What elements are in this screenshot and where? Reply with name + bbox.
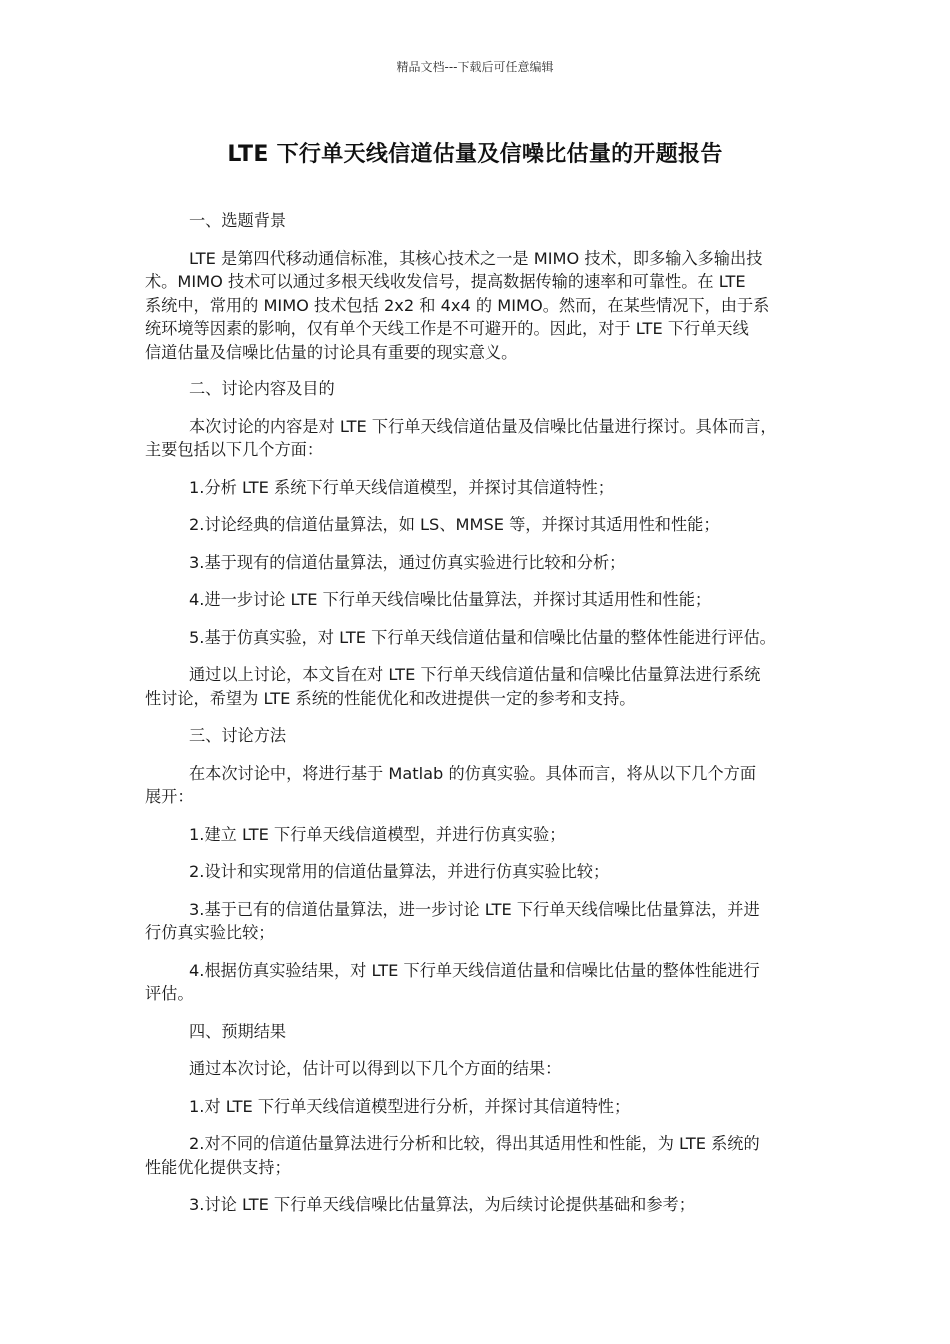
section-heading-results: 四、预期结果 [189, 1021, 287, 1041]
list-item: 1.对 LTE 下行单天线信道模型进行分析，并探讨其信道特性； [189, 1096, 631, 1116]
paragraph-method-intro: 在本次讨论中，将进行基于 Matlab 的仿真实验。具体而言，将从以下几个方面 展开： [145, 763, 757, 806]
list-item: 3.讨论 LTE 下行单天线信噪比估量算法，为后续讨论提供基础和参考； [189, 1195, 695, 1214]
paragraph-results-intro: 通过本次讨论，估计可以得到以下几个方面的结果： [189, 1059, 562, 1078]
section-heading-method: 三、讨论方法 [189, 726, 287, 745]
paragraph-content-intro: 本次讨论的内容是对 LTE 下行单天线信道估量及信噪比估量进行探讨。具体而言， 主要包括以下几个方面： [145, 416, 777, 459]
paragraph-content-summary: 通过以上讨论，本文旨在对 LTE 下行单天线信道估量和信噪比估量算法进行系统 性讨论，希望为 LTE 系统的性能优化和改进提供一定的参考和支持。 [145, 665, 761, 708]
list-item: 1.分析 LTE 系统下行单天线信道模型，并探讨其信道特性； [189, 477, 614, 497]
list-item: 2.设计和实现常用的信道估量算法，并进行仿真实验比较； [189, 862, 610, 881]
section-heading-background: 一、选题背景 [189, 211, 287, 230]
list-item: 1.建立 LTE 下行单天线信道模型，并进行仿真实验； [189, 824, 566, 844]
document-body [145, 209, 813, 1217]
list-item: 3.基于已有的信道估量算法，进一步讨论 LTE 下行单天线信噪比估量算法，并进 行仿真实验比较； [145, 899, 760, 942]
page-header-note: 精品文档---下载后可任意编辑 [396, 60, 554, 74]
list-item: 3.基于现有的信道估量算法，通过仿真实验进行比较和分析； [189, 552, 626, 572]
list-item: 4.进一步讨论 LTE 下行单天线信噪比估量算法，并探讨其适用性和性能； [189, 590, 712, 609]
list-item: 5.基于仿真实验，对 LTE 下行单天线信道估量和信噪比估量的整体性能进行评估。 [189, 627, 776, 647]
list-item: 2.对不同的信道估量算法进行分析和比较，得出其适用性和性能，为 LTE 系统的 性能优化提供支持； [145, 1134, 760, 1177]
section-heading-content: 二、讨论内容及目的 [189, 379, 335, 398]
list-item: 4.根据仿真实验结果，对 LTE 下行单天线信道估量和信噪比估量的整体性能进行 评估。 [145, 960, 760, 1003]
list-item: 2.讨论经典的信道估量算法，如 LS、MMSE 等，并探讨其适用性和性能； [189, 515, 720, 534]
document-title: LTE 下行单天线信道估量及信噪比估量的开题报告 [227, 142, 723, 167]
paragraph-background: LTE 是第四代移动通信标准，其核心技术之一是 MIMO 技术，即多输入多输出技 术。MIMO 技术可以通过多根天线收发信号，提高数据传输的速率和可靠性。在 LTE 系统中，常用的 MIMO 技术包括 2x2 和 4x4 的 MIMO。然而，在某些情况下，由于系 统环境等因素的影响，仅有单个天线工作是不可避开的。因此，对于 LTE 下行单天线 信道估量及信噪比估量的讨论具有重要的现实意义。 [145, 248, 770, 362]
